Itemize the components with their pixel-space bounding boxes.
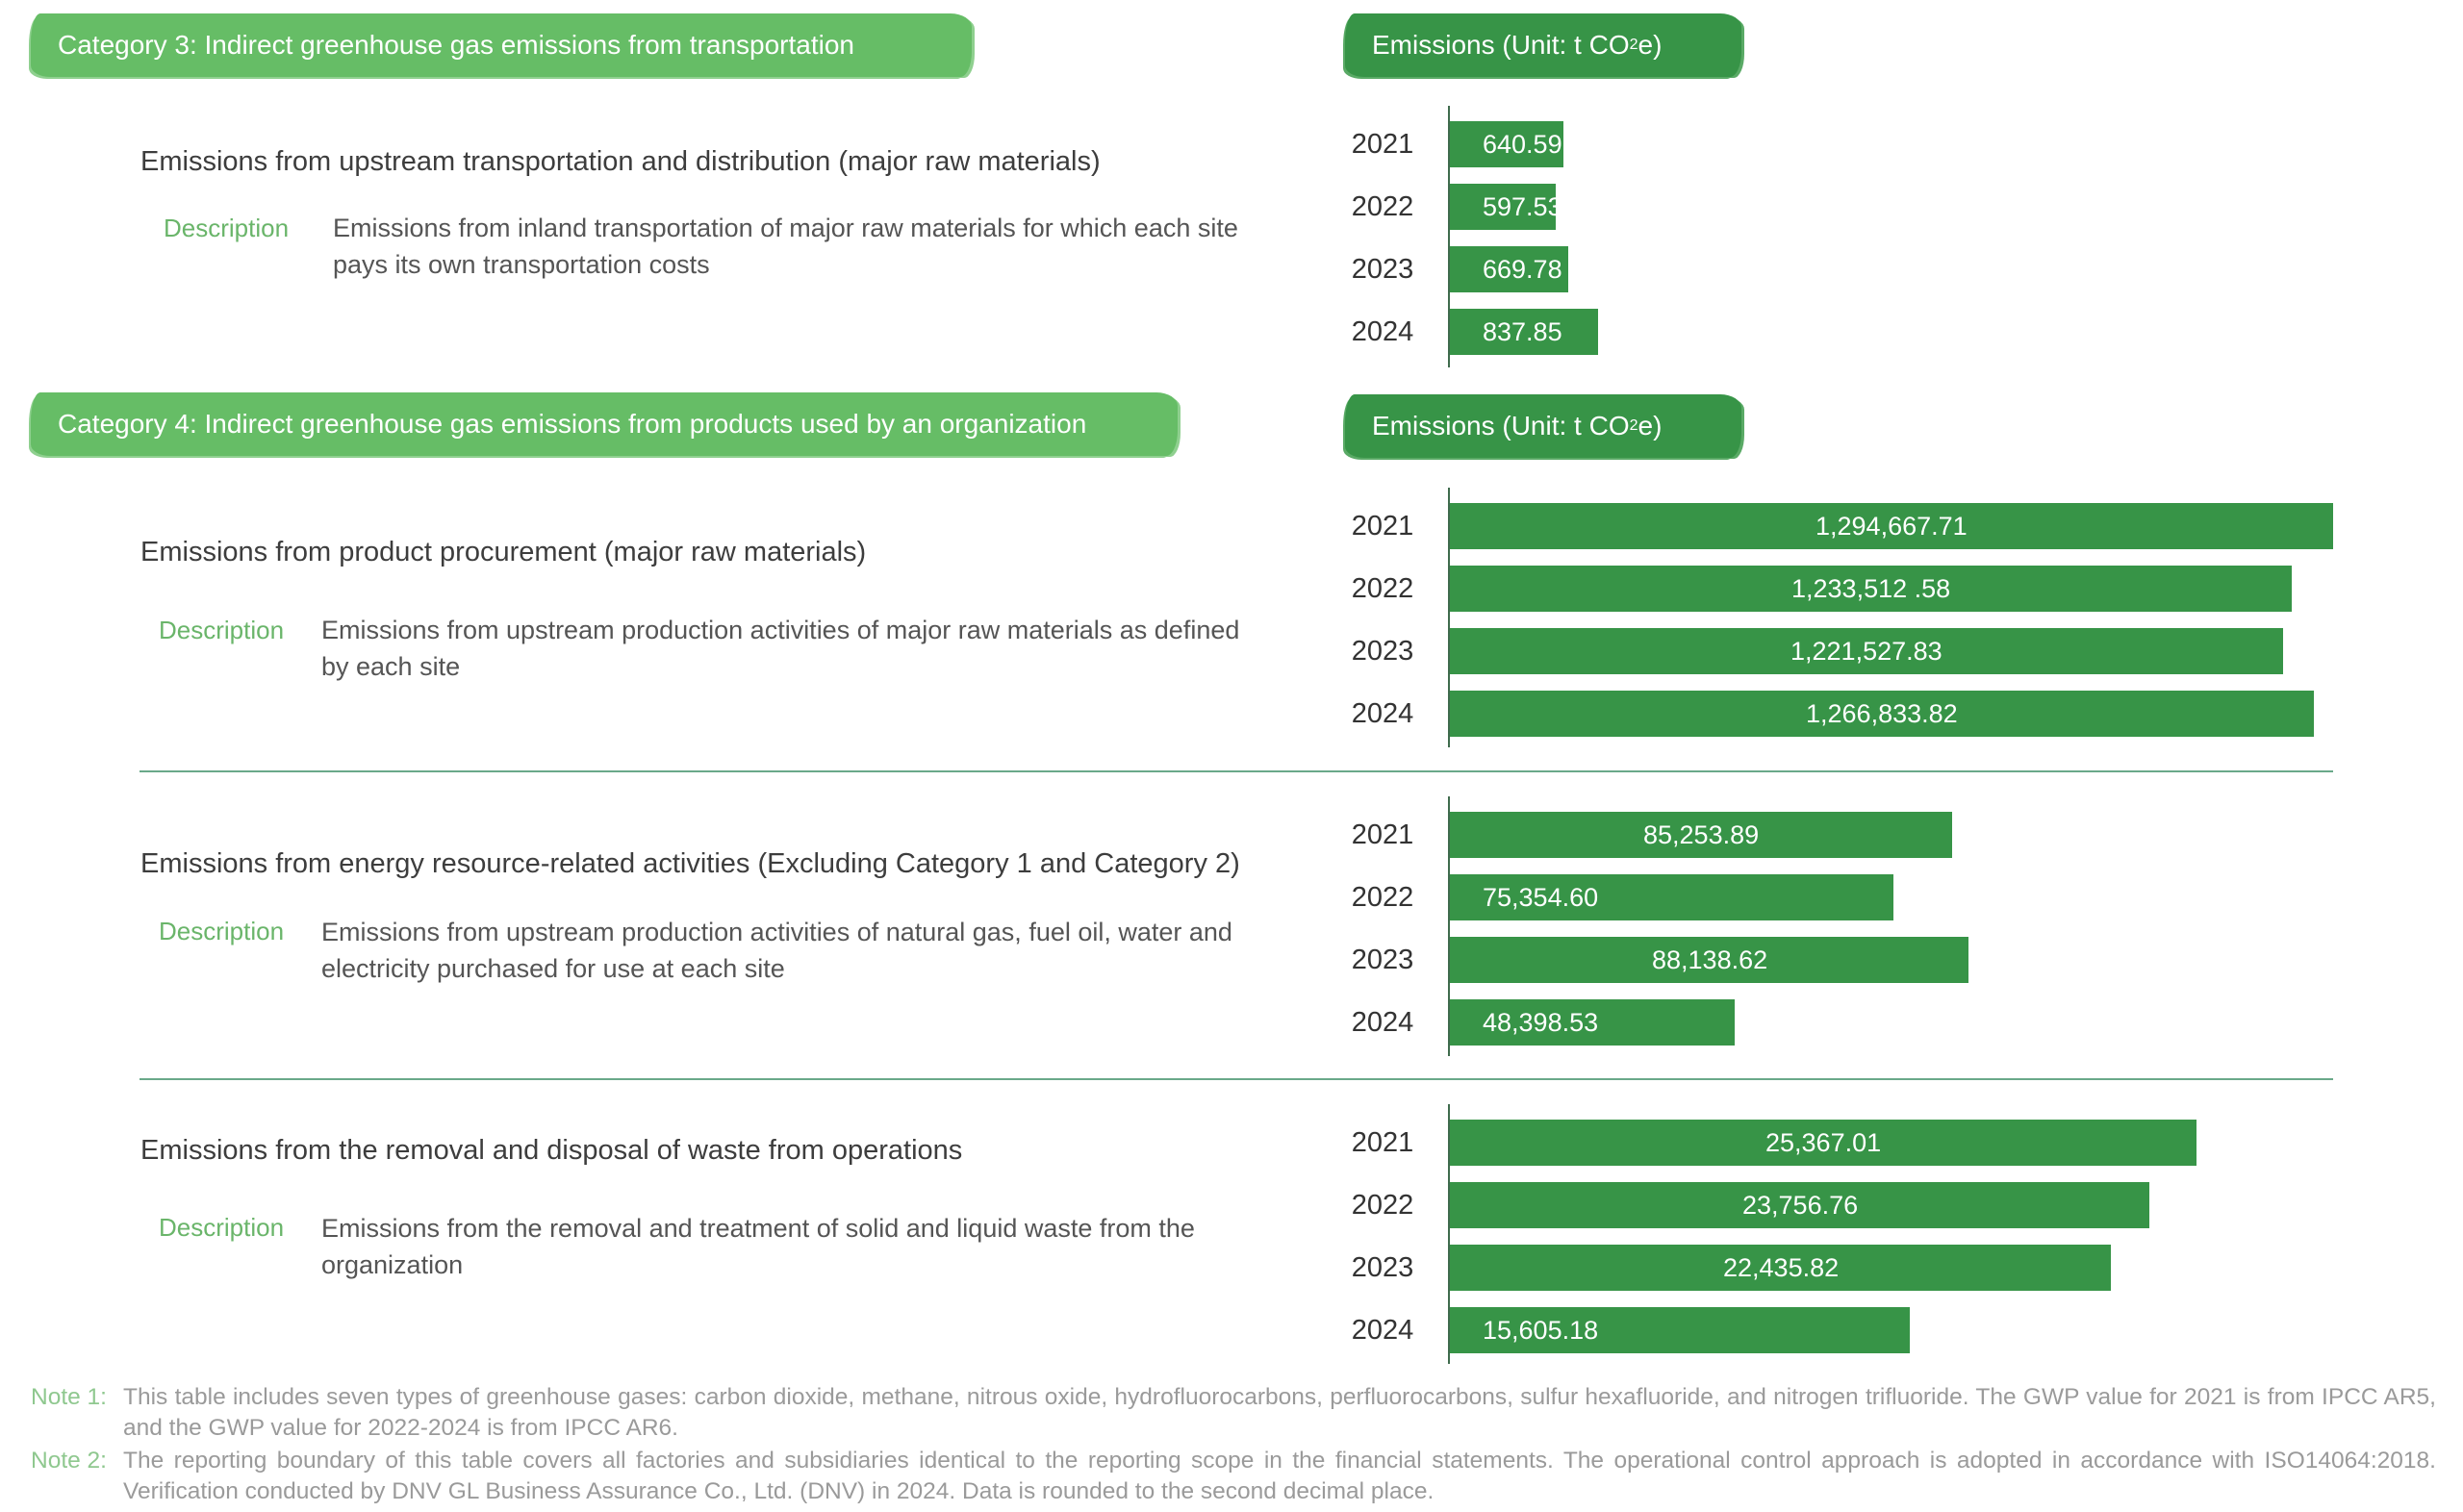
item-title-energy-activities: Emissions from energy resource-related activities (Excluding Category 1 and Category 2) xyxy=(140,848,1240,879)
item-title-product-procurement: Emissions from product procurement (major raw materials) xyxy=(140,537,867,567)
description-text: Emissions from the removal and treatment of solid and liquid waste from the organization xyxy=(321,1214,1195,1279)
bar-value-label: 15,605.18 xyxy=(1483,1316,1599,1345)
bar-value-label: 88,138.62 xyxy=(1652,945,1768,974)
category4-header xyxy=(31,392,1178,456)
note-text: The reporting boundary of this table covers all factories and subsidiaries identical to the reporting scope in the financial statements. The operational control approach is adopted in accordance with ISO14064:2018. Verification conducted by DNV GL Business Assurance Co., Ltd. (DNV) in 2024. Data is rounded to the second decimal place. xyxy=(123,1448,2436,1504)
note-text: This table includes seven types of greenhouse gases: carbon dioxide, methane, nitrous oxide, hydrofluorocarbons, perfluorocarbons, sulfur hexafluoride, and nitrogen trifluoride. The GWP value for 2021 is from IPCC AR5, and the GWP value for 2022-2024 is from IPCC AR6. xyxy=(123,1384,2436,1441)
year-label: 2021 xyxy=(1351,511,1414,542)
bar-value-label: 85,253.89 xyxy=(1643,820,1760,849)
category3-unit-header xyxy=(1345,13,1741,77)
note-label: Note 1: xyxy=(31,1384,107,1410)
bar-value-label: 25,367.01 xyxy=(1765,1128,1882,1157)
category3-header xyxy=(31,13,972,77)
bar-value-label: 48,398.53 xyxy=(1483,1008,1599,1037)
year-label: 2021 xyxy=(1351,819,1414,850)
year-label: 2023 xyxy=(1351,1252,1414,1283)
description-text: Emissions from upstream production activities of major raw materials as defined by each site xyxy=(321,616,1240,681)
year-label: 2023 xyxy=(1351,636,1414,667)
bar-value-label: 22,435.82 xyxy=(1723,1253,1840,1282)
bar-value-label: 1,266,833.82 xyxy=(1806,699,1958,728)
year-label: 2021 xyxy=(1351,1127,1414,1158)
bar-value-label: 23,756.76 xyxy=(1742,1191,1859,1220)
bar-value-label: 597.53 xyxy=(1483,192,1562,221)
description-label: Description xyxy=(159,616,285,644)
year-label: 2022 xyxy=(1351,191,1414,222)
year-label: 2024 xyxy=(1351,1315,1414,1346)
category4-unit-header xyxy=(1345,394,1741,458)
year-label: 2023 xyxy=(1351,945,1414,975)
description-label: Description xyxy=(159,1213,285,1242)
year-label: 2024 xyxy=(1351,1007,1414,1038)
note-2 xyxy=(31,1446,2436,1507)
unit-prefix: Emissions (Unit: t CO xyxy=(1372,411,1630,441)
description-text: Emissions from upstream production activities of natural gas, fuel oil, water and electricity purchased for use at each site xyxy=(321,918,1232,983)
year-label: 2022 xyxy=(1351,573,1414,604)
description-label: Description xyxy=(159,917,285,945)
note-label: Note 2: xyxy=(31,1448,107,1474)
bar-value-label: 1,221,527.83 xyxy=(1790,637,1942,666)
year-label: 2024 xyxy=(1351,316,1414,347)
unit-prefix: Emissions (Unit: t CO xyxy=(1372,30,1630,60)
description-label: Description xyxy=(164,214,290,242)
unit-suffix: e) xyxy=(1638,30,1663,60)
bar-value-label: 1,233,512 .58 xyxy=(1791,574,1951,603)
year-label: 2022 xyxy=(1351,882,1414,913)
note-1 xyxy=(31,1382,2436,1444)
bar-value-label: 669.78 xyxy=(1483,255,1562,284)
item-title-upstream-transport: Emissions from upstream transportation and distribution (major raw materials) xyxy=(140,146,1101,177)
unit-suffix: e) xyxy=(1638,411,1663,441)
unit-subscript: 2 xyxy=(1629,417,1638,434)
year-label: 2021 xyxy=(1351,129,1414,160)
bar-value-label: 837.85 xyxy=(1483,317,1562,346)
unit-subscript: 2 xyxy=(1629,37,1638,53)
section-divider xyxy=(140,770,2333,772)
section-divider xyxy=(140,1078,2333,1080)
bar-value-label: 640.59 xyxy=(1483,130,1562,159)
category4-title: Category 4: Indirect greenhouse gas emissions from products used by an organization xyxy=(58,409,1087,439)
bar-value-label: 75,354.60 xyxy=(1483,883,1599,912)
year-label: 2024 xyxy=(1351,698,1414,729)
description-text: Emissions from inland transportation of major raw materials for which each site pays its own transportation costs xyxy=(333,214,1238,279)
item-title-waste-disposal: Emissions from the removal and disposal of waste from operations xyxy=(140,1135,963,1166)
bar-value-label: 1,294,667.71 xyxy=(1816,512,1968,541)
year-label: 2023 xyxy=(1351,254,1414,285)
category3-title: Category 3: Indirect greenhouse gas emissions from transportation xyxy=(58,30,854,60)
year-label: 2022 xyxy=(1351,1190,1414,1221)
